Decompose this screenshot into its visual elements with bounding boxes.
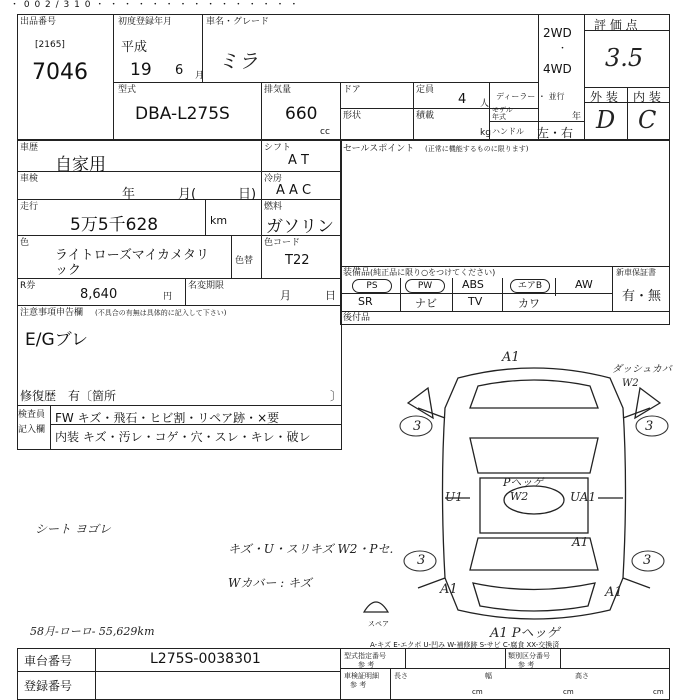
selling-point-label: セールスポイント — [343, 144, 415, 154]
equip-navi: ナビ — [415, 297, 437, 310]
dmg-u1: U1 — [445, 490, 463, 504]
shift-value: A T — [288, 153, 309, 168]
damage-legend: A-キズ E-エクボ U-凹み W-補修跡 S-サビ C-腐食 XX-交換済 — [370, 641, 560, 649]
color-code-label: 色コード — [264, 238, 301, 248]
reg-month: 6 — [175, 63, 184, 78]
dmg-three-rl: 3 — [417, 553, 426, 568]
lot-label: 出品番号 — [20, 17, 57, 27]
equip-tv: TV — [468, 295, 483, 308]
first-reg-label: 初度登録年月 — [118, 17, 173, 27]
model-label: 型式 — [118, 85, 137, 95]
dmg-three-fl: 3 — [413, 419, 422, 434]
handle-label: ハンドル — [492, 127, 524, 136]
history-label: 車歴 — [20, 143, 39, 153]
int-label: 内 装 — [633, 90, 661, 104]
mileage-label: 走行 — [20, 202, 39, 212]
capacity-label: 定員 — [416, 85, 435, 95]
later-items-label: 後付品 — [343, 313, 371, 323]
inspector-interior: 内装 キズ・汚レ・コゲ・穴・スレ・キレ・破レ — [55, 430, 311, 444]
class-num-label: 類別区分番号 — [508, 652, 550, 660]
color-code-value: T22 — [285, 253, 310, 268]
repair-label: 修復歴 — [20, 389, 57, 403]
fuel-value: ガソリン — [266, 217, 334, 237]
car-name: ミラ — [218, 49, 258, 73]
shape-label: 形状 — [343, 111, 362, 121]
month-unit: 月 — [195, 71, 205, 81]
dmg-three-rr: 3 — [643, 553, 652, 568]
note-damage1: キズ・U・スリキズ W2・Pセ. — [228, 542, 394, 556]
capacity-value: 4 — [458, 92, 467, 107]
model-value: DBA-L275S — [135, 104, 230, 124]
dmg-a1-front: A1 — [502, 350, 520, 365]
mileage-unit: km — [210, 214, 228, 227]
fuel-label: 燃料 — [264, 202, 283, 212]
drive-4wd: 4WD — [543, 62, 572, 76]
car-label: 車名・グレード — [206, 17, 270, 27]
dmg-dash-cover: ダッシュカバ — [612, 364, 672, 375]
dmg-a1-right: A1 — [572, 535, 589, 549]
disp-unit: cc — [320, 127, 330, 137]
recycle-unit: 円 — [163, 292, 173, 302]
shift-label: シフト — [264, 143, 292, 153]
inspection-label: 車検 — [20, 174, 39, 184]
disp-label: 排気量 — [264, 85, 292, 95]
paint-change-label: 色替 — [235, 256, 254, 266]
dmg-a1-left: A1 — [440, 582, 458, 597]
ext-label: 外 装 — [590, 90, 618, 104]
equip-sr: SR — [358, 295, 373, 308]
notes-value: E/Gブレ — [25, 330, 88, 350]
name-change-label: 名変期限 — [188, 281, 225, 291]
inspector-label: 検査員 — [18, 410, 46, 420]
capacity-unit: 人 — [480, 99, 490, 109]
load-label: 積載 — [416, 111, 435, 121]
int-value: C — [638, 106, 657, 134]
warranty-label: 新車保証書 — [616, 268, 656, 277]
history-value: 自家用 — [55, 155, 106, 175]
dmg-a1-right2: A1 — [605, 585, 623, 600]
inspector-fw: FW キズ・飛石・ヒビ割・リペア跡・×要 — [55, 411, 280, 425]
equipment-label: 装備品 — [343, 268, 371, 278]
equip-airbag: エアB — [510, 279, 550, 293]
ext-value: D — [596, 106, 616, 134]
chassis-value: L275S-0038301 — [150, 651, 261, 667]
disp-value: 660 — [285, 104, 318, 124]
equip-leather: カワ — [518, 297, 540, 310]
aircon-value: A A C — [276, 183, 312, 198]
equip-ps: PS — [352, 279, 392, 293]
recycle-label: R券 — [20, 281, 36, 291]
repair-value: 有〔箇所 — [68, 389, 117, 403]
mileage-value: 5万5千628 — [70, 215, 159, 235]
load-unit: kg — [480, 128, 491, 138]
notes-label: 注意事項申告欄 — [20, 308, 84, 318]
top-fragment: ・ 0 0 2 / 3 1 0 ・ ・ ・ ・ ・ ・ ・ ・ ・ ・ ・ ・ ・ ・ ・ — [10, 0, 300, 10]
lot-sub: [2165] — [35, 40, 65, 50]
registration-label: 登録番号 — [24, 679, 73, 693]
aircon-label: 冷房 — [264, 174, 283, 184]
drive-2wd: 2WD — [543, 26, 572, 40]
dmg-a1-rear: A1 Pヘッゲ — [490, 626, 560, 641]
era: 平成 — [121, 40, 148, 55]
score-label: 評 価 点 — [594, 18, 638, 32]
spare-tire-icon — [362, 596, 390, 616]
equip-aw: AW — [575, 278, 593, 291]
type-num-label: 型式指定番号 — [344, 652, 386, 660]
color-value: ライトローズマイカメタリ — [55, 248, 210, 263]
reg-year: 19 — [130, 60, 152, 80]
note-seat: シート ヨゴレ — [35, 522, 111, 536]
doors-label: ドア — [343, 85, 361, 95]
dmg-roof: Pヘッゲ — [503, 476, 544, 489]
handle-value: 左・右 — [537, 126, 574, 140]
vehicle-diagram — [398, 348, 670, 640]
right-frame — [340, 140, 670, 325]
color-label: 色 — [20, 238, 30, 248]
equip-pw: PW — [405, 279, 445, 293]
equip-abs: ABS — [462, 278, 484, 291]
chassis-label: 車台番号 — [24, 654, 73, 668]
dealer-label: ディーラー ・ 並行 — [496, 92, 565, 101]
dmg-ua1: UA1 — [570, 490, 597, 504]
lot-number: 7046 — [32, 60, 88, 85]
note-damage2: Wカバー : キズ — [228, 576, 312, 590]
dims-label: 車検証明細 — [344, 672, 379, 680]
score-value: 3.5 — [605, 44, 644, 72]
note-mileage: 58月-ローロ- 55,629km — [30, 625, 155, 638]
model-year-label: モデル — [492, 106, 513, 114]
spare-label: スペア — [368, 620, 389, 628]
dmg-three-fr: 3 — [645, 419, 654, 434]
recycle-value: 8,640 — [80, 287, 118, 302]
warranty-value: 有・無 — [622, 289, 662, 304]
